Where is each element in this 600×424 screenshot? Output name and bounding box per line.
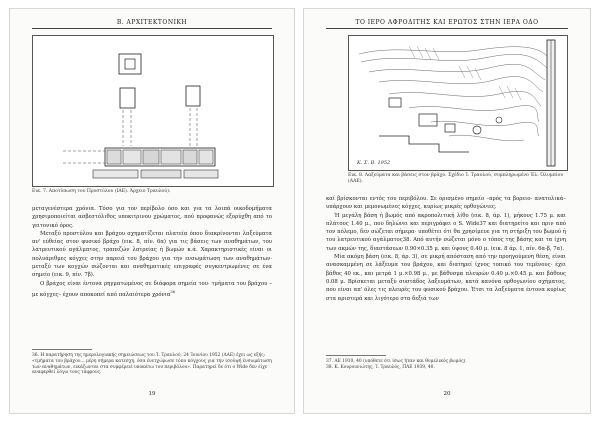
- paragraph: Ή μεγάλη βάση ή βωμός από ακροπολιτική λίθο (εικ. 8, άρ. 1), μήκους 1.75 μ. και πλάτους 1.40 μ., που δηλώνει και περιγράφει ο S. Wide37 και διατηρείτο και πριν από τον πόλεμο, δεν σώζεται σήμερα· υποθέτει ότι θα χρησίμευε για τη στήριξη του βωμού ή του λατρευτικού αγάλματος38. Από αυτήν σώζεται μόνο ο τόπος της βάσης και τα ίχνη των ακμών της, διαστάσεων 0.90×0.35 μ. και ύψους 0.40 μ. (εικ. 8 άρ. 1, πίν. 6α-β, 7α).: [326, 212, 566, 252]
- running-header-left: B. ΑΡΧΙΤΕΚΤΟΝΙΚΗ: [32, 19, 272, 29]
- right-body-text: [326, 195, 566, 303]
- footnote-marker: 36: [170, 289, 175, 294]
- paragraph-text: Ο βράχος είναι έντονα ρηγματωμένος σε διάφορα σημεία του· τμήματα του βράχου –με κόγχες– έχουν αποκοπεί από παλαιότερα χρόνια: [32, 280, 272, 298]
- map-signature: Κ. Σ. Β. 1952: [357, 160, 391, 166]
- footnote: 38. Κ. Κουρουνιώτης, Ί. Τραυλός, ΠΑΕ 1939, 40.: [326, 364, 435, 370]
- left-page: [9, 8, 295, 414]
- paragraph: Μεταξύ προστύλου και βράχου σχηματίζεται πλατεία όπου διακρίνονται λαξεύματα αν' εύθείας στον φυσικό βράχο (εικ. 8, πίν. 6α) για τις βάσεις των αναθημάτων, του λατρευτικού αγάλματος, τραπεζών λατρείας ή βωμών κ.ά. Χαρακτηριστικές είναι οι πολυάριθμες κόγχες στην παρειά του βράχου για την ενσωμάτωση των αναθημάτων· μεταξύ των κογχών σώζονται και αναθηματικές επιγραφές συγκεντρωμένες σε ένα σημείο (εικ. 9, πίν. 7β).: [32, 230, 272, 279]
- paragraph: [32, 280, 272, 299]
- running-header-right: ΤΟ ΙΕΡΟ ΑΦΡΟΔΙΤΗΣ ΚΑΙ ΕΡΩΤΟΣ ΣΤΗΝ ΙΕΡΑ ΟΔΟ: [326, 19, 568, 29]
- left-body-text: [32, 205, 272, 299]
- paragraph: μεταγενέστερα χρόνια. Τόσο για τον περίβολο όσο και για τα λοιπά οικοδομήματα χρησιμοποιείται ασβεστόλιθος υποκιτρινου χρώματος, πού προφανώς εξορύχθη από το γειτονικό όρος.: [32, 206, 272, 229]
- page-number-left: 19: [148, 391, 156, 397]
- figure-7-plan-drawing: [32, 35, 274, 187]
- site-map-svg: [349, 36, 567, 170]
- footnote-rule: [326, 355, 386, 356]
- footnote: 36. Η παρατήρηση της ημερολογιακής σημειώσεως του Ί. Τραυλού, 24 Ίουνίου 1952 (ΑΑΕ) έχει ως εξής: «τμήματα του βράχου... μέρη σήμερα κατεσχη, όσα ένετχώρωσε τόπο κόγχους για την ίσοϋψή ένσωμάτωση των αναθημάτων, εικάζωνται στα συμφέρειέ υποκάτω του περιβόλου». Παρατηρεί δε ότι ο Wide δεν είχε αναφερθεί λόγω τους τάφρους.: [32, 353, 272, 376]
- figure-8-site-map: [348, 35, 568, 171]
- figure-8-caption: Εικ. 8. Λαξεύματα και βάσεις στον βράχο. Σχέδιο Ί. Τραυλού, συμπληρωμένο Έλ. Όλυμπίου (ΑΑΕ).: [348, 173, 564, 184]
- footnote-rule: [32, 349, 92, 350]
- plan-drawing-svg: [33, 36, 273, 186]
- paragraph: καί βρίσκονται εντός του περιβόλου. Σε ορισμένο σημείο –πρός τα βορειο- ανατολικά– υπάρχουν και μεμονωμένες κόγχες, κυρίως μικρές ορθογώνιες.: [326, 196, 566, 211]
- right-footnotes: [326, 359, 566, 371]
- paragraph: Μία ακόμη βάση (εικ. 8, άρ. 3), σε μικρή απόσταση από την προηγούμενη θέση, είναι ανασκαμμένη σε λάξευμα του βράχου, και διατηρεί ίχνος τοπικό του τεμένους· έχει βάθος 40 εκ., και μετρά 1 μ.×0.98 μ., με βάθυσμα πλευρών 0.40 μ.×0.45 μ. και βάθους 0.08 μ. Βρίσκεται μεταξύ συστάδος λαξευμάτων, κατά κανόνα ορθογωνίου σχήματος, που είναι απ' όλες τις πλευρές του φυσικού βράχου. Έτσι τα λαξεύματα έντονα κυρίως στα αριστερά και λιγότερο στα δεξιά των: [326, 254, 566, 302]
- footnote: 37. ΑΕ 1910, 40 (υπόθετε ότι ίσως ήταν και θυμελικός βωμός).: [326, 359, 467, 364]
- left-footnotes: [32, 353, 272, 376]
- right-page: [303, 8, 591, 414]
- page-number-right: 20: [443, 391, 451, 397]
- figure-7-caption: Εικ. 7. Αποτύπωση του Προστύλου (ΙΑΕ). Άρχειο Τραυλού).: [32, 189, 171, 194]
